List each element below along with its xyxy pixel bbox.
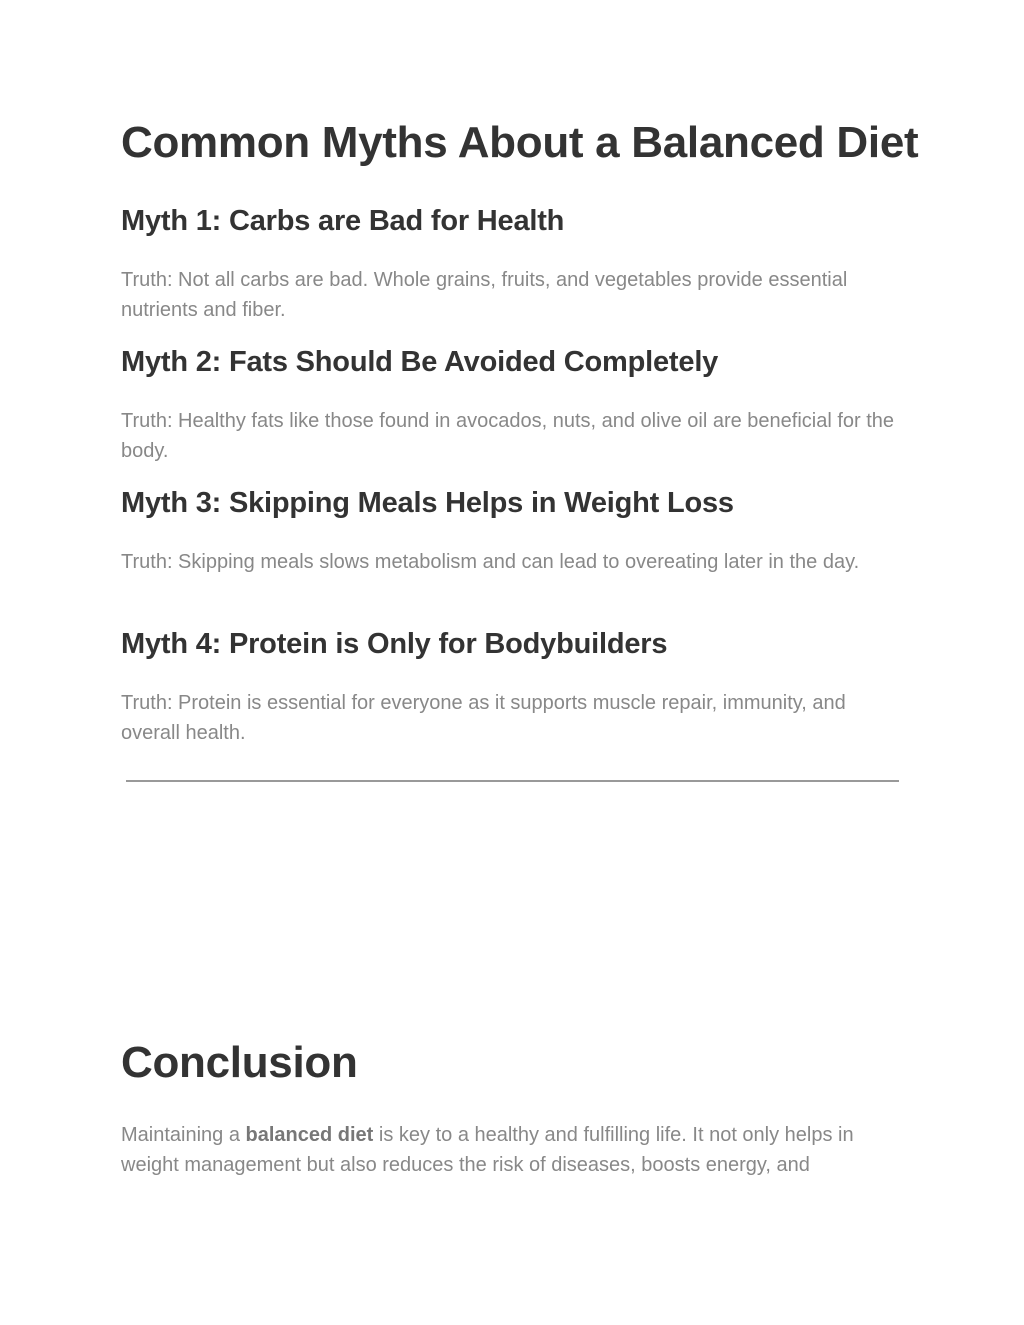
- conclusion-text-start: Maintaining a: [121, 1124, 246, 1146]
- conclusion-paragraph: [121, 1120, 906, 1180]
- horizontal-divider: [126, 780, 899, 782]
- myth-truth: Truth: Skipping meals slows metabolism and can lead to overeating later in the day.: [121, 551, 860, 573]
- myth-truth: Truth: Healthy fats like those found in avocados, nuts, and olive oil are beneficial for the body.: [121, 410, 895, 462]
- myth-section-3: [121, 485, 906, 577]
- myth-heading: Myth 2: Fats Should Be Avoided Completely: [121, 346, 719, 378]
- myth-heading: Myth 3: Skipping Meals Helps in Weight Loss: [121, 487, 734, 519]
- myth-truth: Truth: Not all carbs are bad. Whole grains, fruits, and vegetables provide essential nutrients and fiber.: [121, 269, 848, 321]
- myth-section-4: [121, 626, 906, 748]
- conclusion-bold-term: balanced diet: [245, 1124, 374, 1146]
- conclusion-title: Conclusion: [121, 1038, 358, 1087]
- myth-section-2: [121, 344, 906, 466]
- myth-heading: Myth 4: Protein is Only for Bodybuilders: [121, 628, 668, 660]
- myth-truth: Truth: Protein is essential for everyone as it supports muscle repair, immunity, and overall health.: [121, 692, 846, 744]
- conclusion-text-end: is key to a healthy and fulfilling life. It not only helps in weight management but also reduces the risk of diseases, boosts energy, and: [121, 1124, 854, 1176]
- page-title: Common Myths About a Balanced Diet: [121, 118, 919, 167]
- myth-heading: Myth 1: Carbs are Bad for Health: [121, 205, 565, 237]
- myth-section-1: [121, 203, 906, 325]
